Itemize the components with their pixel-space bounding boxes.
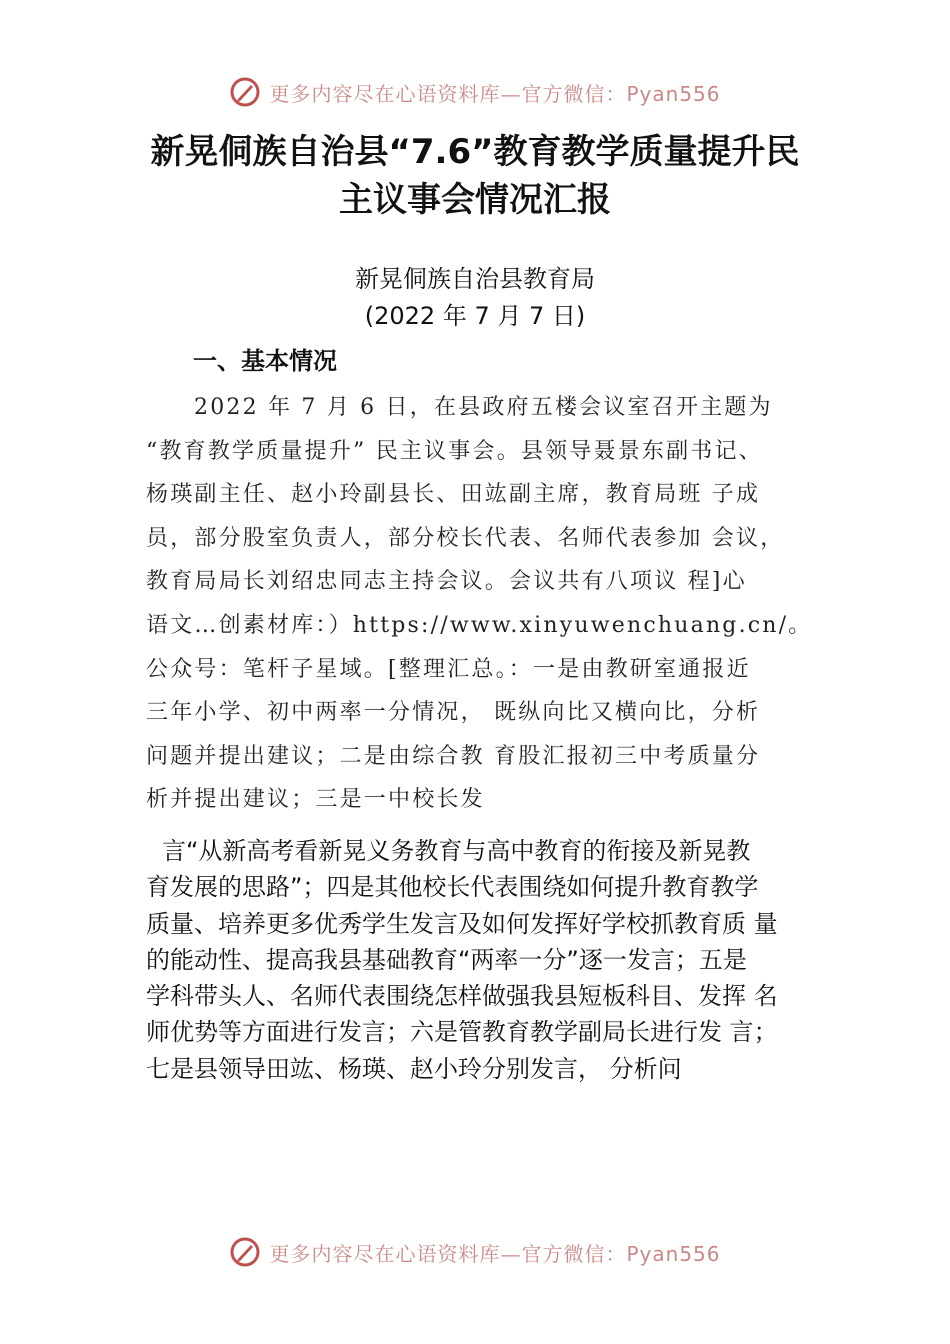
body-paragraph-serif (146, 386, 826, 822)
document-title (60, 128, 890, 224)
paragraph-line: 员，部分股室负责人，部分校长代表、名师代表参加 会议， (146, 525, 785, 551)
report-date: (2022 年 7 月 7 日) (364, 302, 586, 330)
issuing-organization: 新晃侗族自治县教育局 (355, 265, 595, 293)
paragraph-line: 公众号：笔杆子星域。[整理汇总。：一是由教研室通报近 (146, 656, 751, 682)
watermark-text: 更多内容尽在心语资料库—官方微信：Pyan556 (269, 1241, 721, 1266)
paragraph-line: 三年小学、初中两率一分情况， 既纵向比又横向比，分析 (146, 700, 761, 726)
paragraph-line: 的能动性、提高我县基础教育“两率一分”逐一发言；五是 (146, 945, 747, 974)
paragraph-line: 学科带头人、名师代表围绕怎样做强我县短板科目、发挥 名 (146, 982, 778, 1011)
paragraph-line: “教育教学质量提升” 民主议事会。县领导聂景东副书记、 (146, 438, 763, 464)
paragraph-line: 析并提出建议；三是一中校长发 (146, 787, 485, 813)
title-line-2: 主议事会情况汇报 (339, 180, 611, 220)
paragraph-line: 杨瑛副主任、赵小玲副县长、田竑副主席，教育局班 子成 (146, 482, 761, 508)
paragraph-line: 质量、培养更多优秀学生发言及如何发挥好学校抓教育质 量 (146, 909, 778, 938)
body-paragraph-sans (146, 833, 826, 1087)
paragraph-line: 2022 年 7 月 6 日，在县政府五楼会议室召开主题为 (194, 395, 773, 420)
pen-circle-logo-icon (229, 1236, 261, 1268)
paragraph-line: 师优势等方面进行发言；六是管教育教学副局长进行发 言； (146, 1018, 778, 1047)
paragraph-line: 教育局局长刘绍忠同志主持会议。会议共有八项议 程]心 (146, 569, 747, 595)
paragraph-line: 问题并提出建议；二是由综合教 育股汇报初三中考质量分 (146, 743, 761, 769)
paragraph-line: 语文…创素材库：）https://www.xinyuwenchuang.cn/。 (146, 612, 813, 638)
header-watermark (0, 72, 950, 112)
footer-watermark (0, 1232, 950, 1272)
watermark-text: 更多内容尽在心语资料库—官方微信：Pyan556 (269, 81, 721, 106)
pen-circle-logo-icon (229, 76, 261, 108)
paragraph-line: 七是县领导田竑、杨瑛、赵小玲分别发言， 分析问 (146, 1054, 682, 1083)
section-heading-basic-info: 一、基本情况 (193, 347, 337, 375)
paragraph-line: 言“从新高考看新晃义务教育与高中教育的衔接及新晃教 (162, 837, 751, 865)
paragraph-line: 育发展的思路”；四是其他校长代表围绕如何提升教育教学 (146, 873, 759, 902)
title-line-1: 新晃侗族自治县“7.6”教育教学质量提升民 (150, 132, 800, 172)
